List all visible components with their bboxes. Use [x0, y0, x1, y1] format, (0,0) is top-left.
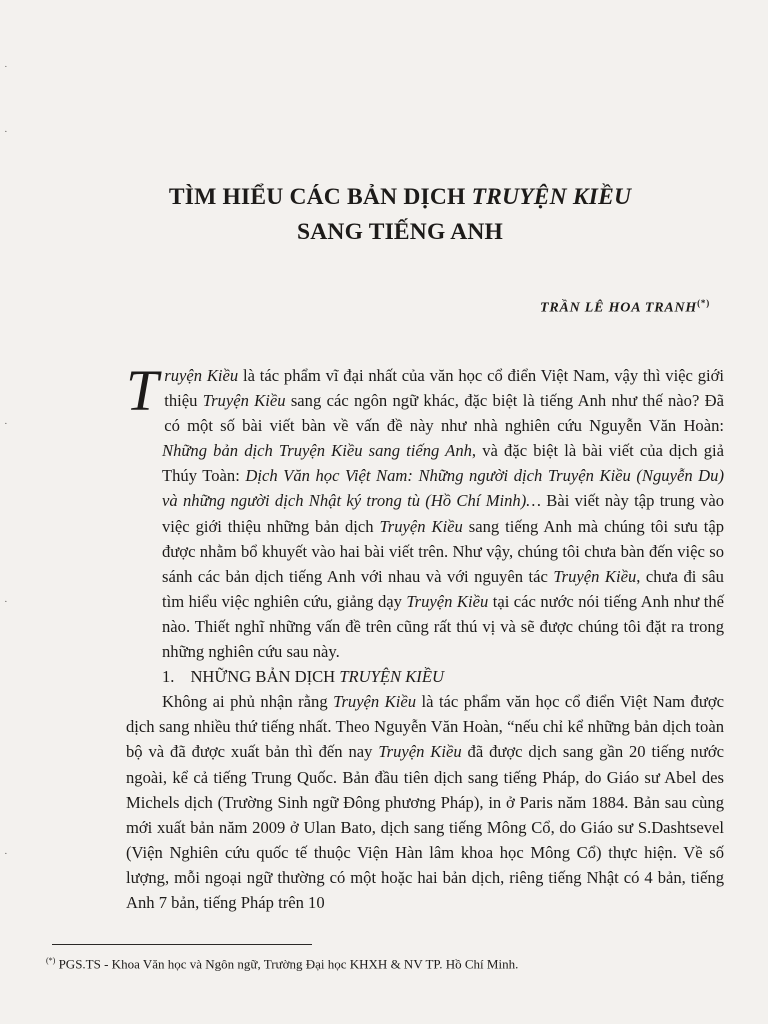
scan-mark: ˙	[4, 64, 8, 76]
scan-mark: ·	[4, 418, 8, 430]
section-heading-italic: TRUYỆN KIỀU	[339, 667, 444, 687]
italic-text: Truyện Kiều	[333, 692, 417, 712]
body-text: tại các nước nói tiếng Anh như thế nào. Thiết nghĩ những vấn đề trên cũng rất thú vị và sẽ được chúng tôi đặt ra trong những nghiên cứu sau này.	[162, 591, 724, 662]
author-name: TRẦN LÊ HOA TRANH	[539, 300, 698, 316]
footnote-text: PGS.TS - Khoa Văn học và Ngôn ngữ, Trường Đại học KHXH & NV TP. Hồ Chí Minh.	[55, 956, 519, 972]
footnote-marker: (*)	[697, 298, 710, 308]
article-body	[126, 358, 724, 915]
author-byline	[540, 298, 710, 317]
footnote-marker: (*)	[46, 956, 56, 965]
body-text: sang các ngôn ngữ khác, đặc biệt là tiếng Anh như thế nào? Đã có một số bài viết bàn về vấn đề này như nhà nghiên cứu Nguyễn Văn Hoàn:	[164, 391, 724, 436]
body-text: đã được dịch sang gần 20 tiếng nước ngoài, kể cả tiếng Trung Quốc. Bản đầu tiên dịch sang tiếng Pháp, do Giáo sư Abel des Michels dịch (Trường Sinh ngữ Đông phương Pháp), in ở Paris năm 1884. Bản sau cùng mới xuất bản năm 2009 ở Ulan Bato, dịch sang tiếng Mông Cổ, do Giáo sư S.Dashtsevel (Viện Nghiên cứu quốc tế thuộc Viện Hàn lâm khoa học Mông Cổ) thực hiện. Về số lượng, mỗi ngoại ngữ thường có một hoặc hai bản dịch, riêng tiếng Nhật có 4 bản, tiếng Anh 7 bản, tiếng Pháp trên 10	[126, 742, 724, 912]
italic-text: Dịch Văn học Việt Nam: Những người dịch Truyện Kiều (Nguyễn Du) và những người dịch Nhật ký trong tù (Hồ Chí Minh)…	[162, 466, 724, 511]
article-title-line1	[60, 184, 740, 211]
body-text: sang tiếng Anh mà chúng tôi sưu tập được nhằm bổ khuyết vào hai bài viết trên. Như vậy, chúng tôi chưa bàn đến việc so sánh các bản dịch tiếng Anh với nhau và với nguyên tác	[162, 516, 724, 586]
body-text: , chưa đi sâu tìm hiểu việc nghiên cứu, giảng dạy	[162, 566, 724, 611]
article-title-line2: SANG TIẾNG ANH	[296, 219, 504, 245]
italic-text: Truyện Kiều	[379, 516, 463, 536]
italic-text: Truyện Kiều	[202, 391, 286, 411]
intro-paragraph	[126, 358, 724, 664]
body-text: là tác phẩm vĩ đại nhất của văn học cổ điển Việt Nam, vậy thì việc giới thiệu	[164, 366, 724, 411]
body-text: Không ai phủ nhận rằng	[162, 692, 334, 712]
body-text: , và đặc biệt là bài viết của dịch giả Thúy Toàn:	[162, 441, 724, 486]
scan-mark: ·	[4, 126, 8, 138]
body-text: là tác phẩm văn học cổ điển Việt Nam được dịch sang nhiều thứ tiếng nhất. Theo Nguyễn Văn Hoàn, “nếu chỉ kể những bản dịch toàn bộ và đã được xuất bản thì đến nay	[126, 692, 724, 762]
italic-text: Truyện Kiều	[553, 566, 637, 586]
section-heading-text: NHỮNG BẢN DỊCH	[190, 667, 340, 687]
italic-text: Những bản dịch Truyện Kiều sang tiếng Anh	[162, 441, 472, 461]
italic-text: Truyện Kiều	[378, 742, 462, 762]
section-number: 1.	[162, 667, 175, 687]
italic-text: Truyện Kiều	[406, 591, 489, 611]
footnote-divider	[52, 944, 312, 945]
section-paragraph	[126, 689, 724, 915]
title-italic-text: TRUYỆN KIỀU	[471, 184, 632, 210]
italic-text: ruyện Kiều	[164, 366, 239, 385]
title-text: TÌM HIỂU CÁC BẢN DỊCH	[168, 184, 472, 210]
footnote	[46, 956, 518, 972]
body-text: Bài viết này tập trung vào việc giới thiệu những bản dịch	[162, 491, 724, 536]
scan-mark: ·	[4, 848, 8, 860]
scan-mark: ·	[4, 596, 8, 608]
drop-cap: T	[126, 358, 159, 423]
section-heading	[126, 664, 724, 689]
